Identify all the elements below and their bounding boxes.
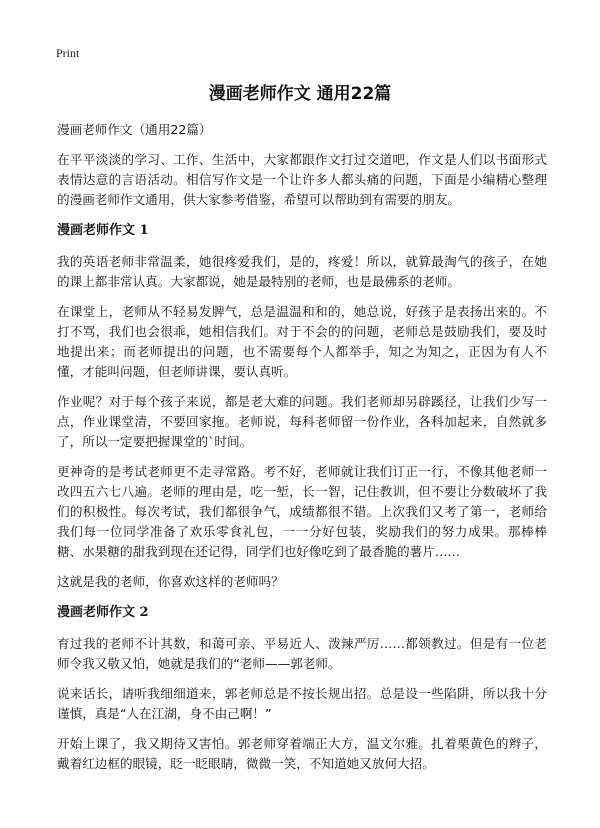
paragraph: 作业呢？对于每个孩子来说，都是老大难的问题。我们老师却另辟蹊径，让我们少写一点，作业课堂清，不要回家拖。老师说，每科老师留一份作业，各科加起来，自然就多了，所以一定要把握课堂的`时间。 [57,394,547,449]
paragraph: 开始上课了，我又期待又害怕。郭老师穿着端正大方，温文尔雅。扎着栗黄色的辫子，戴着红边框的眼镜，眨一眨眼睛，微微一笑，不知道她又放何大招。 [57,736,547,771]
section-heading-2: 漫画老师作文 2 [57,605,149,620]
paragraph: 说来话长，请听我细细道来，郭老师总是不按长规出招。总是设一些陷阱，所以我十分谨慎，真是“人在江湖，身不由己啊！” [57,686,547,721]
print-link[interactable]: Print [56,46,80,60]
section-heading-1: 漫画老师作文 1 [57,223,149,238]
intro-paragraph: 在平平淡淡的学习、工作、生活中，大家都跟作文打过交道吧，作文是人们以书面形式表情达意的言语活动。相信写作文是一个让许多人都头痛的问题，下面是小编精心整理的漫画老师作文通用，供大家参考借鉴，希望可以帮助到有需要的朋友。 [57,152,547,207]
article-body [57,120,547,784]
paragraph: 在课堂上，老师从不轻易发脾气，总是温温和和的，她总说，好孩子是表扬出来的。不打不骂，我们也会很乖，她相信我们。对于不会的的问题，老师总是鼓励我们，要及时地提出来；而老师提出的问题，也不需要每个人都举手，知之为知之，正因为有人不懂，才能叫问题，但老师讲课，要认真听。 [57,304,547,379]
paragraph: 我的英语老师非常温柔，她很疼爱我们，是的，疼爱！所以，就算最淘气的孩子，在她的课上都非常认真。大家都说，她是最特别的老师，也是最佛系的老师。 [57,254,547,289]
page-title: 漫画老师作文 通用22篇 [208,84,392,104]
article-subtitle: 漫画老师作文（通用22篇） [57,122,212,137]
paragraph: 更神奇的是考试老师更不走寻常路。考不好，老师就让我们订正一行，不像其他老师一改四五六七八遍。老师的理由是，吃一堑，长一智，记住教训，但不要让分数破坏了我们的积极性。每次考试，我们都很争气，成绩都很不错。上次我们又考了第一，老师给我们每一位同学准备了欢乐零食礼包，一一分好包装，奖励我们的努力成果。那棒棒糖、水果糖的甜我到现在还记得，同学们也好像吃到了最香脆的薯片…… [57,464,547,559]
paragraph: 这就是我的老师，你喜欢这样的老师吗？ [57,574,284,589]
paragraph: 育过我的老师不计其数，和蔼可亲、平易近人、泼辣严厉……都领教过。但是有一位老师令我又敬又怕，她就是我们的“老师——郭老师。 [57,636,547,671]
